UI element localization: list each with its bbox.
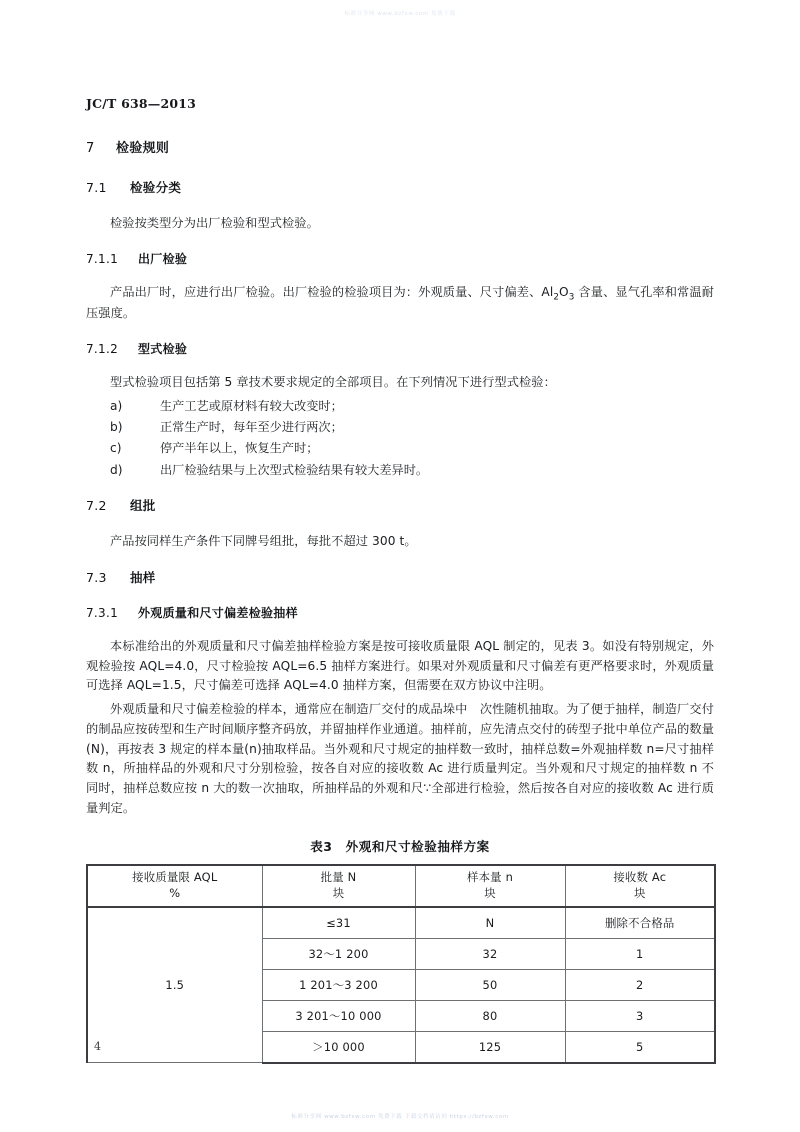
cell-batch: 32～1 200	[262, 938, 415, 969]
header-batch-name: 批量 N	[320, 870, 357, 885]
sampling-plan-table	[86, 864, 716, 1064]
cell-batch: ≤31	[262, 907, 415, 939]
table-header	[87, 865, 715, 907]
list-marker: b)	[110, 420, 123, 435]
cell-sample: 50	[415, 969, 565, 1000]
cell-batch: 3 201～10 000	[262, 1000, 415, 1031]
cell-batch: ＞10 000	[262, 1031, 415, 1063]
header-cell-batch	[262, 865, 415, 907]
paragraph-7-3-1-b: 外观质量和尺寸偏差检验的样本，通常应在制造厂交付的成品垛中 次性随机抽取。为了便于抽样，制造厂交付的制品应按砖型和生产时间顺序整齐码放，并留抽样作业通道。抽样前，应先清点交付的砖型子批中单位产品的数量(N)，再按表 3 规定的样本量(n)抽取样品。当外观和尺寸规定的抽样数一致时，抽样总数=外观抽样数 n=尺寸抽样数 n，所抽样品的外观和尺寸分别检验，按各自对应的接收数 Ac 进行质量判定。当外观和尺寸规定的抽样数 n 不同时，抽样总数应按 n 大的数一次抽取，所抽样品的外观和尺∵全部进行检验，然后按各自对应的接收数 Ac 进行质量判定。	[86, 702, 714, 815]
header-sample-unit: 块	[484, 885, 496, 900]
paragraph-7-1-2-intro: 型式检验项目包括第 5 章技术要求规定的全部项目。在下列情况下进行型式检验：	[110, 375, 556, 390]
cell-accept: 5	[565, 1031, 715, 1063]
section-title-7-3-1: 外观质量和尺寸偏差检验抽样	[138, 605, 298, 620]
list-item-text: 生产工艺或原材料有较大改变时；	[160, 398, 343, 413]
section-number-7-1-2: 7.1.2	[86, 342, 119, 357]
cell-sample: N	[415, 907, 565, 939]
section-title-7-1: 检验分类	[130, 180, 182, 195]
subscript-3: 3	[568, 292, 575, 303]
section-heading-7-1	[86, 178, 714, 196]
document-code: JC/T 638—2013	[86, 96, 197, 111]
list-item-text: 出厂检验结果与上次型式检验结果有较大差异时。	[160, 462, 429, 477]
section-title-7-1-2: 型式检验	[138, 342, 188, 357]
section-number-7-3-1: 7.3.1	[86, 605, 119, 620]
header-cell-sample	[415, 865, 565, 907]
paragraph-7-1-1-part2: O	[559, 284, 569, 299]
table-body	[87, 907, 715, 1063]
header-batch-unit: 块	[332, 885, 345, 900]
top-watermark: 标准分享网 www.bzfxw.com 免费下载	[344, 11, 456, 17]
cell-accept: 删除不合格品	[565, 907, 715, 939]
list-item	[86, 461, 714, 480]
list-item	[86, 439, 714, 458]
subscript-2: 2	[553, 292, 560, 303]
header-aql-name: 接收质量限 AQL	[132, 870, 218, 885]
section-heading-7-3-1	[86, 604, 714, 621]
header-cell-accept	[565, 865, 715, 907]
paragraph-7-1-1	[86, 283, 714, 324]
table-row	[87, 907, 715, 939]
header-aql-unit: %	[169, 885, 181, 900]
cell-sample: 125	[415, 1031, 565, 1063]
list-item	[86, 418, 714, 437]
section-title-7-3: 抽样	[130, 569, 156, 585]
header-accept-unit: 块	[633, 885, 646, 900]
section-title-7-1-1: 出厂检验	[138, 251, 188, 266]
cell-batch: 1 201～3 200	[262, 969, 415, 1000]
table-header-row	[87, 865, 715, 907]
cell-accept: 1	[565, 938, 715, 969]
cell-accept: 2	[565, 969, 715, 1000]
page-number: 4	[94, 1040, 101, 1053]
paragraph-7-1: 检验按类型分为出厂检验和型式检验。	[110, 216, 319, 230]
paragraph-7-1-1-part3: 含量、显气孔率和常温耐压强度。	[86, 284, 714, 321]
section-heading-7	[86, 137, 714, 156]
cell-accept: 3	[565, 1000, 715, 1031]
section-number-7: 7	[86, 141, 95, 156]
list-marker: c)	[110, 441, 122, 456]
cell-aql-value: 1.5	[87, 907, 262, 1063]
header-cell-aql	[87, 865, 262, 907]
section-heading-7-2	[86, 496, 714, 514]
list-item	[86, 397, 714, 416]
header-sample-name: 样本量 n	[466, 870, 513, 885]
paragraph-7-3-1-a: 本标准给出的外观质量和尺寸偏差抽样检验方案是按可接收质量限 AQL 制定的，见表 3。如没有特别规定，外观检验按 AQL=4.0，尺寸检验按 AQL=6.5 抽样方案进行。如果对外观质量和尺寸偏差有更严格要求时，外观质量可选择 AQL=1.5，尺寸偏差可选择 AQL=4.0 抽样方案，但需要在双方协议中注明。	[86, 638, 714, 693]
bottom-watermark: 标准分享网 www.bzfxw.com 免费下载 下载文档请访问 https://bzfxw.com	[291, 1114, 509, 1120]
section-heading-7-1-2	[86, 340, 714, 357]
section-heading-7-3	[86, 568, 714, 586]
page-content	[86, 96, 714, 1064]
section-number-7-2: 7.2	[86, 498, 107, 514]
list-item-text: 正常生产时，每年至少进行两次；	[160, 420, 343, 435]
list-item-text: 停产半年以上，恢复生产时；	[160, 441, 319, 456]
list-marker: a)	[110, 398, 123, 413]
section-heading-7-1-1	[86, 250, 714, 267]
section-title-7: 检验规则	[116, 141, 170, 156]
section-number-7-1-1: 7.1.1	[86, 251, 119, 266]
type-test-conditions-list	[86, 397, 714, 480]
header-accept-name: 接收数 Ac	[613, 870, 667, 885]
list-marker: d)	[110, 462, 123, 477]
paragraph-7-2: 产品按同样生产条件下同牌号组批，每批不超过 300 t。	[110, 534, 417, 549]
section-title-7-2: 组批	[130, 498, 156, 514]
table-caption: 表3 外观和尺寸检验抽样方案	[310, 838, 490, 854]
cell-sample: 80	[415, 1000, 565, 1031]
paragraph-7-1-1-part1: 产品出厂时，应进行出厂检验。出厂检验的检验项目为：外观质量、尺寸偏差、Al	[110, 284, 554, 299]
cell-sample: 32	[415, 938, 565, 969]
section-number-7-3: 7.3	[86, 569, 107, 585]
section-number-7-1: 7.1	[86, 180, 107, 195]
